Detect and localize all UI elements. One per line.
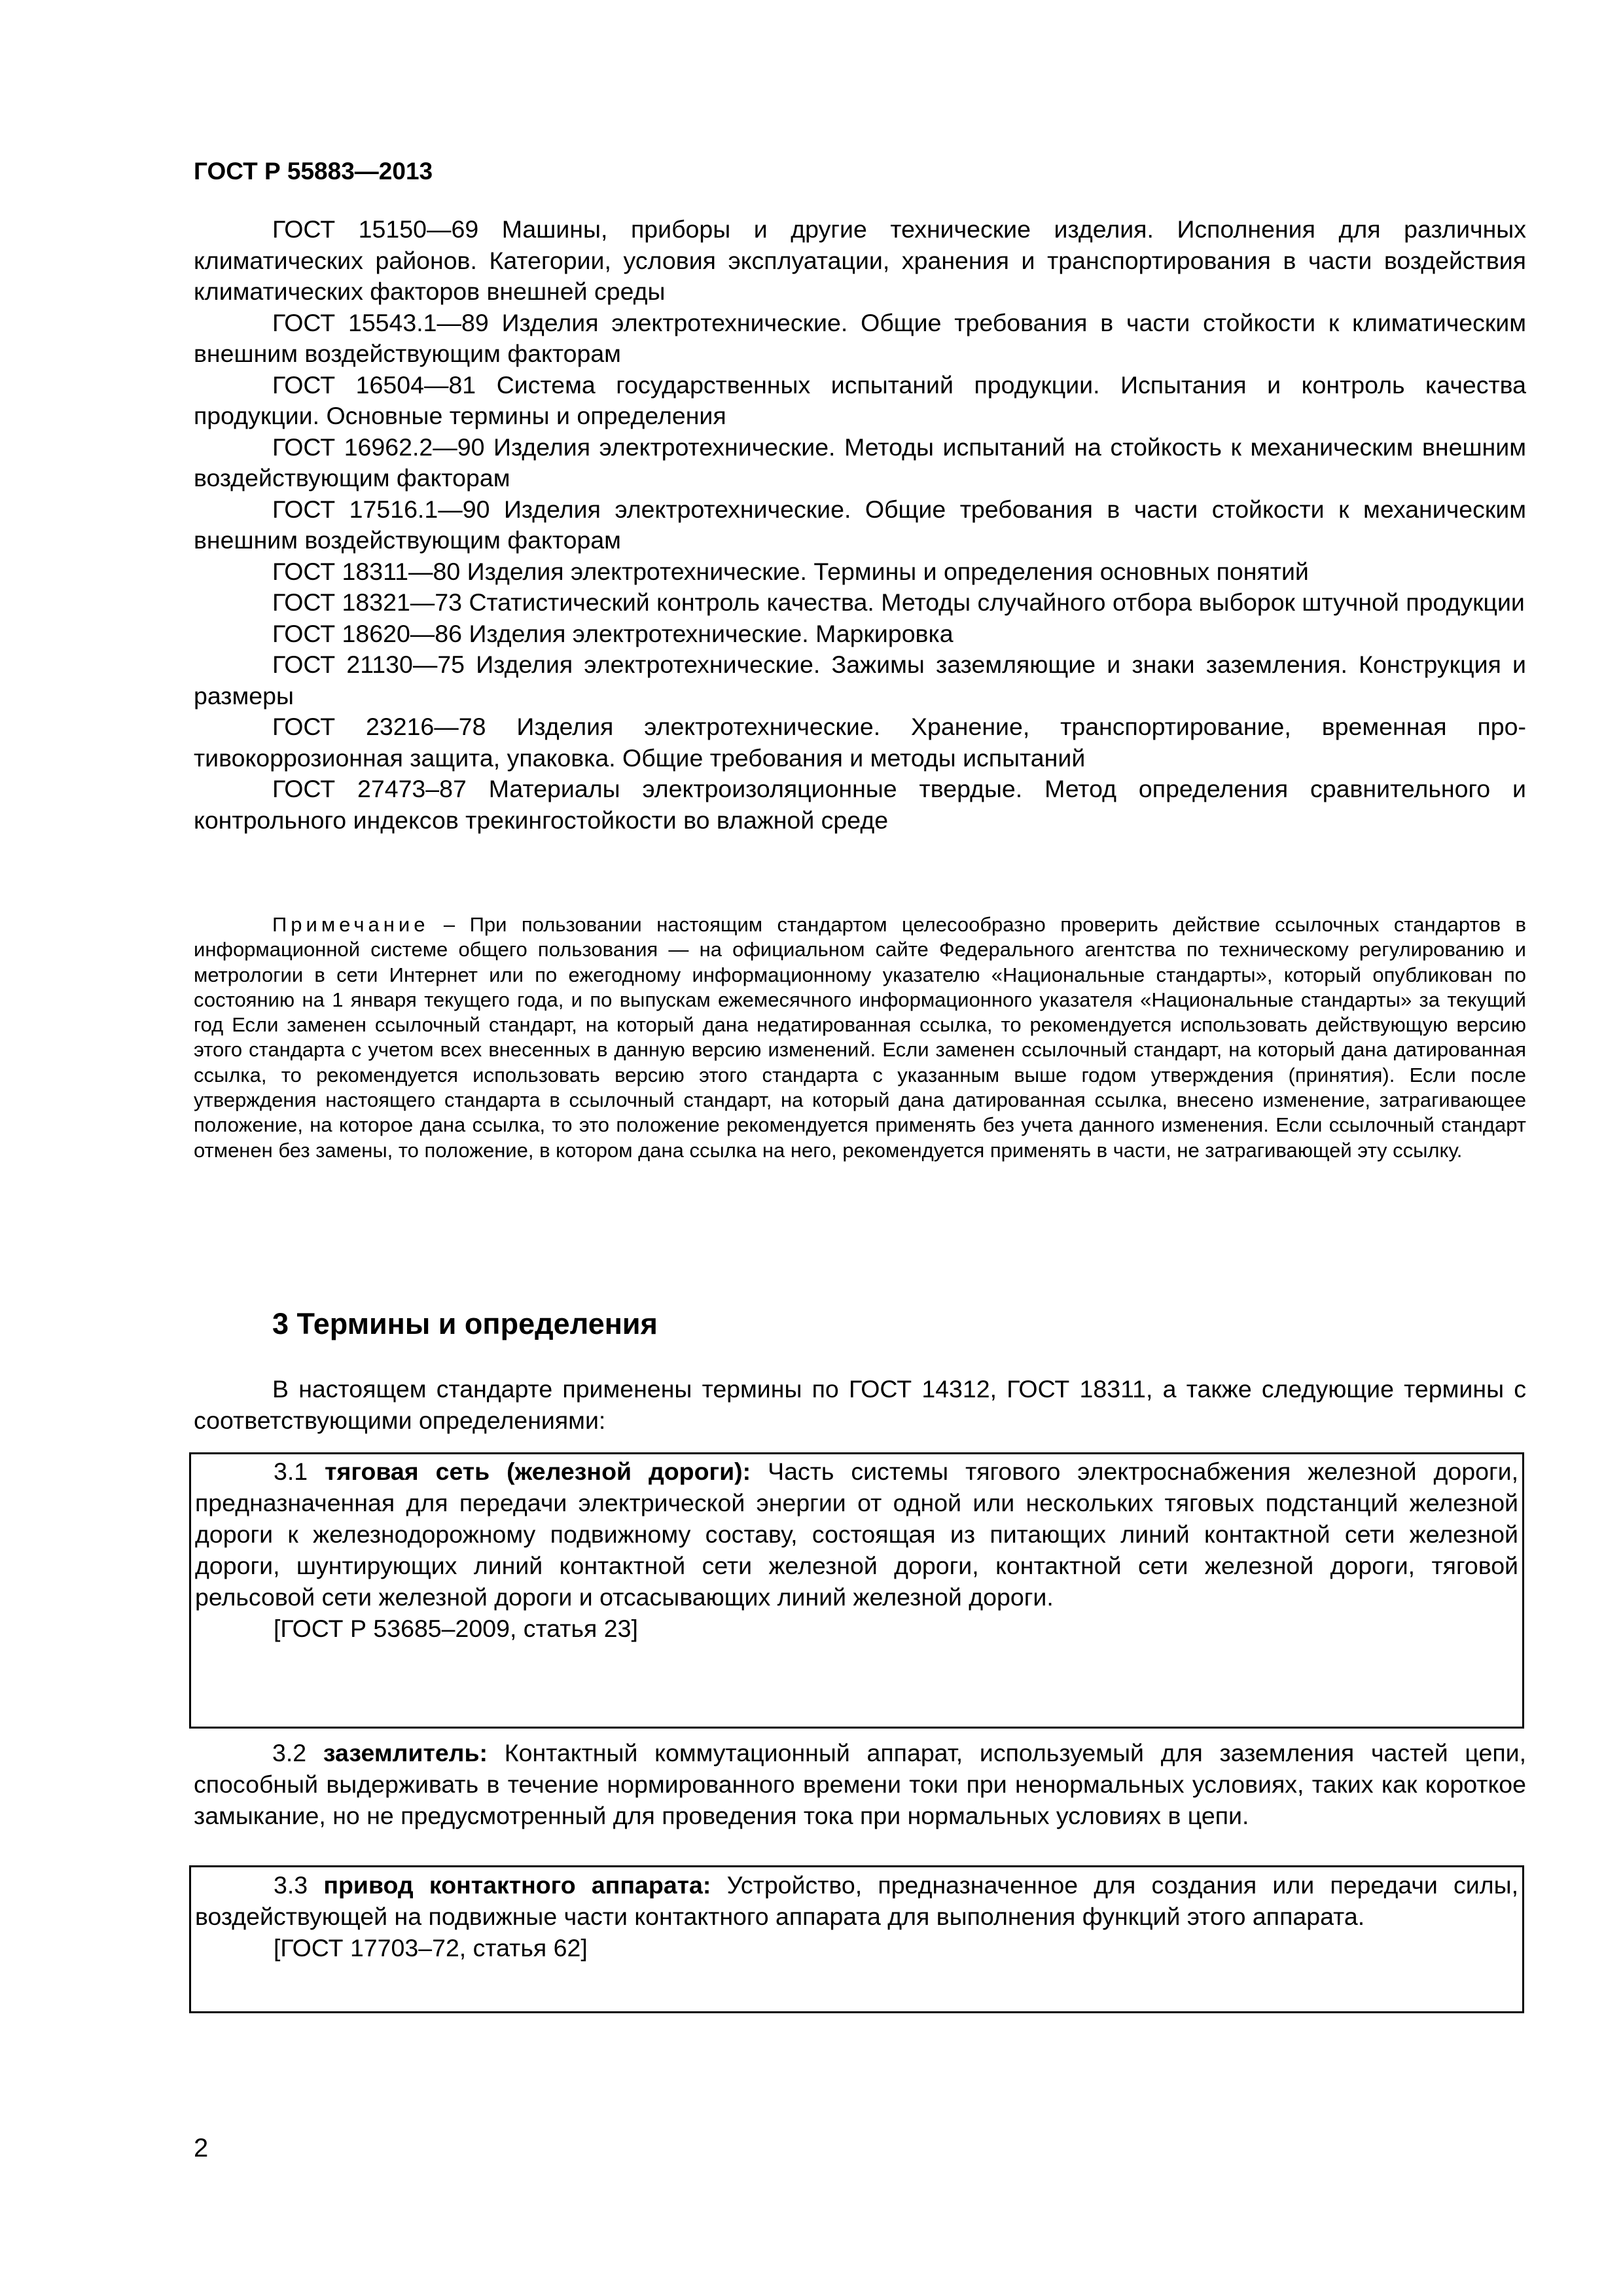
term-source: [ГОСТ Р 53685–2009, статья 23] xyxy=(274,1615,638,1642)
reference-item: ГОСТ 16962.2—90 Изделия электротехнические. Методы испытаний на стойкость к механическим внешним воздействующим факторам xyxy=(194,433,1526,492)
reference-item: ГОСТ 23216—78 Изделия электротехнические. Хранение, транспортирование, временная противокоррозионная защита, упаковка. Общие требования и методы испытаний xyxy=(194,713,1526,772)
term-paragraph xyxy=(195,1869,1518,1932)
term-paragraph xyxy=(195,1456,1518,1613)
reference-item: ГОСТ 18311—80 Изделия электротехнические. Термины и определения основных понятий xyxy=(272,557,1309,585)
term-name: привод контактного аппарата: xyxy=(323,1871,711,1899)
term-name: заземлитель: xyxy=(323,1739,488,1767)
note-block xyxy=(194,912,1526,1163)
term-number: 3.3 xyxy=(274,1871,324,1899)
normative-references-list xyxy=(194,214,1526,836)
term-source: [ГОСТ 17703–72, статья 62] xyxy=(274,1934,588,1962)
term-number: 3.1 xyxy=(274,1458,325,1485)
note-label: Примечание xyxy=(272,913,429,936)
section-title: 3 Термины и определения xyxy=(272,1307,658,1340)
reference-item: ГОСТ 16504—81 Система государственных испытаний продукции. Испытания и контроль качества продукции. Основные термины и определения xyxy=(194,370,1526,429)
term-definition: Контактный коммутационный аппарат, используемый для заземления частей цепи, способный выдерживать в течение нормированного времени токи при ненормальных условиях, таких как короткое замыкание, но не предусмотренный для проведения тока при нормальных условиях в цепи. xyxy=(194,1739,1526,1829)
reference-item: ГОСТ 18620—86 Изделия электротехнические. Маркировка xyxy=(272,619,954,647)
term-entry-boxed xyxy=(189,1452,1524,1729)
reference-item: ГОСТ 15150—69 Машины, приборы и другие технические изделия. Исполнения для различных климатических районов. Категории, условия эксплуатации, хранения и транспортирования в части воздействия климатических факторов внешней среды xyxy=(194,215,1526,305)
section-intro-text: В настоящем стандарте применены термины по ГОСТ 14312, ГОСТ 18311, а также следующие термины с соответствующими определениями: xyxy=(194,1375,1526,1434)
section-intro xyxy=(194,1373,1526,1436)
reference-item: ГОСТ 18321—73 Статистический контроль качества. Методы случайного отбора выборок штучной продукции xyxy=(272,588,1525,616)
term-name: тяговая сеть (железной дороги): xyxy=(325,1458,751,1485)
term-entry-boxed xyxy=(189,1865,1524,2013)
note-text: – При пользовании настоящим стандартом целесообразно проверить действие ссылочных стандартов в информационной системе общего пользования — на официальном сайте Федерального агентства по техническому регулированию и метрологии в сети Интернет или по ежегодному информационному указателю «Национальные стандарты», который опубликован по состоянию на 1 января текущего года, и по выпускам ежемесячного информационного указателя «Национальные стандарты» за текущий год Если заменен ссылочный стандарт, на который дана недатированная ссылка, то рекомендуется использовать действующую версию этого стандарта с учетом всех внесенных в данную версию изменений. Если заменен ссылочный стандарт, на который дана датированная ссылка, то рекомендуется использовать версию этого стандарта с указанным выше годом утверждения (принятия). Если после утверждения настоящего стандарта в ссылочный стандарт, на который дана датированная ссылка, внесено изменение, затрагивающее положение, на которое дана ссылка, то это положение рекомендуется применять без учета данного изменения. Если ссылочный стандарт отменен без замены, то положение, в котором дана ссылка на него, рекомендуется применять в части, не затрагивающей эту ссылку. xyxy=(194,913,1526,1162)
document-header: ГОСТ Р 55883—2013 xyxy=(194,158,433,185)
reference-item: ГОСТ 15543.1—89 Изделия электротехнические. Общие требования в части стойкости к климатическим внешним воздействующим факторам xyxy=(194,308,1526,367)
reference-item: ГОСТ 17516.1—90 Изделия электротехнические. Общие требования в части стойкости к механическим внешним воздействующим факторам xyxy=(194,495,1526,554)
term-paragraph xyxy=(194,1737,1526,1831)
reference-item: ГОСТ 27473–87 Материалы электроизоляционные твердые. Метод определения сравнительного и контрольного индексов трекингостойкости во влажной среде xyxy=(194,775,1526,834)
term-entry xyxy=(194,1737,1526,1831)
term-number: 3.2 xyxy=(272,1739,323,1767)
reference-item: ГОСТ 21130—75 Изделия электротехнические. Зажимы заземляющие и знаки заземления. Конструкция и размеры xyxy=(194,651,1526,709)
term-definition: Устройство, предназначенное для создания или передачи силы, воздействующей на подвижные части контактного аппарата для выполнения функций этого аппарата. xyxy=(195,1871,1518,1930)
page-number: 2 xyxy=(194,2134,209,2162)
note-paragraph xyxy=(194,912,1526,1163)
term-definition: Часть системы тягового электроснабжения железной дороги, предназначенная для передачи электрической энергии от одной или нескольких тяговых подстанций железной дороги к железнодорожному подвижному составу, состоящая из питающих линий контактной сети железной дороги, шунтирующих линий контактной сети железной дороги, контактной сети железной дороги, тяговой рельсовой сети железной дороги и отсасывающих линий железной дороги. xyxy=(195,1458,1518,1611)
